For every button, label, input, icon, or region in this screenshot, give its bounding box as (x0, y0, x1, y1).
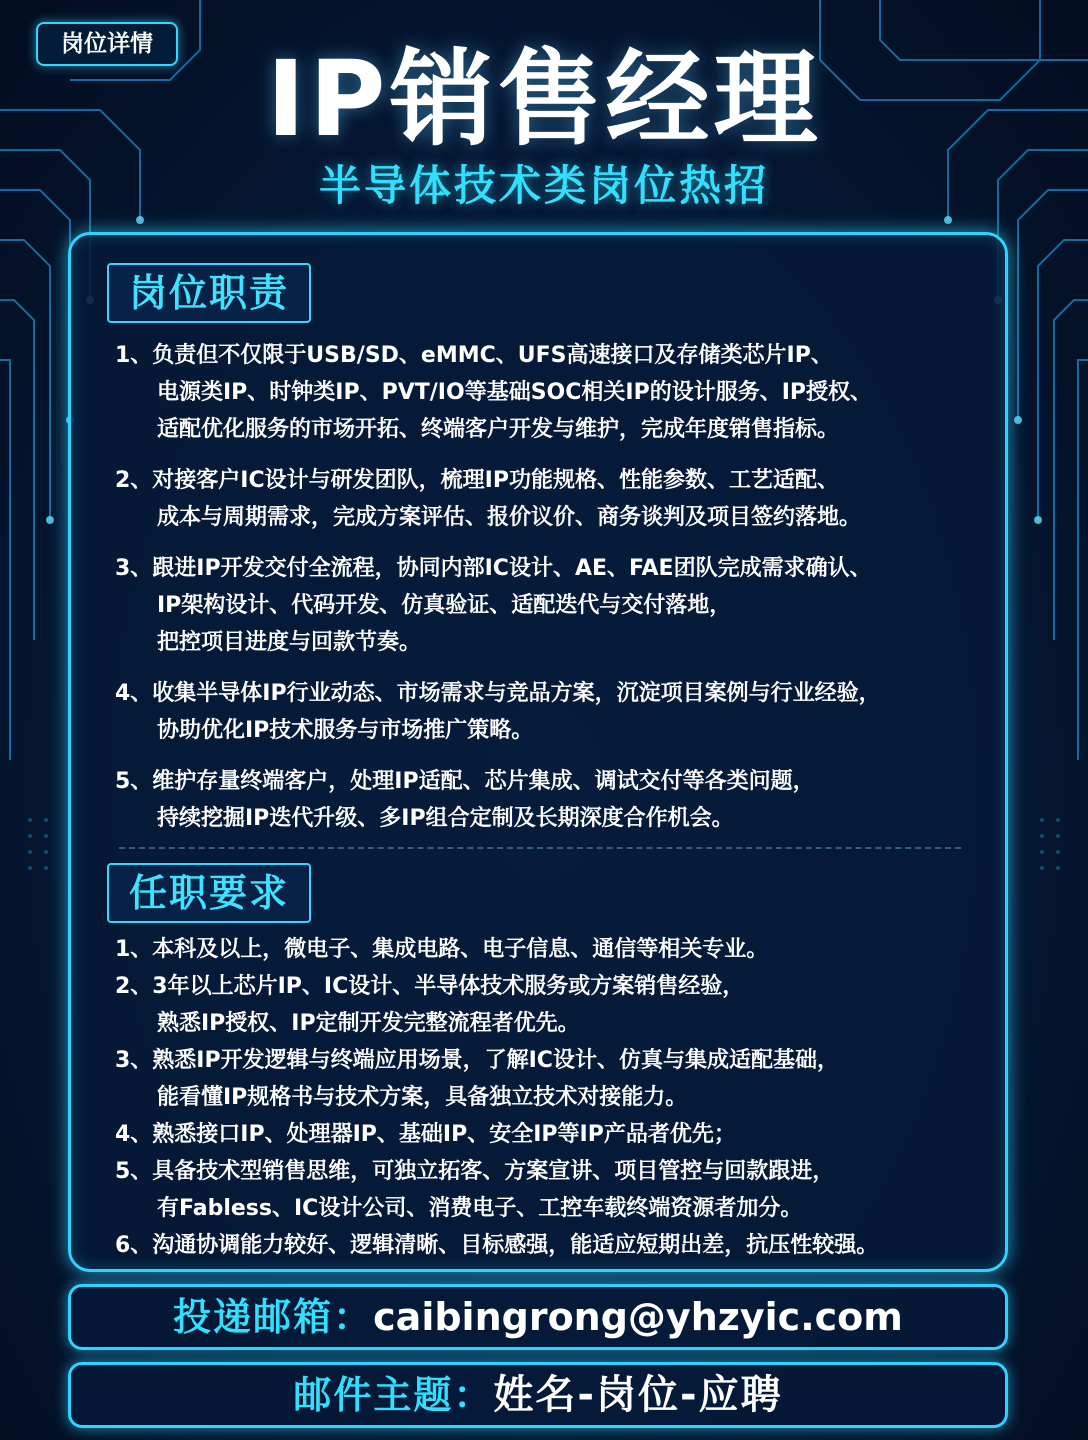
section-divider (119, 847, 961, 849)
list-item (115, 968, 985, 1042)
list-item (115, 1227, 985, 1264)
subject-bar (68, 1362, 1008, 1428)
list-item-line: 协助优化IP技术服务与市场推广策略。 (157, 718, 534, 743)
list-item-line: 持续挖掘IP迭代升级、多IP组合定制及长期深度合作机会。 (157, 806, 734, 831)
job-subtitle: 半导体技术类岗位热招 (318, 161, 769, 210)
list-item (115, 931, 985, 968)
list-item-line: 成本与周期需求，完成方案评估、报价议价、商务谈判及项目签约落地。 (157, 505, 862, 530)
list-item-line: 电源类IP、时钟类IP、PVT/IO等基础SOC相关IP的设计服务、IP授权、 (157, 380, 873, 405)
list-item-line: 把控项目进度与回款节奏。 (157, 630, 422, 655)
list-item-line: 3、跟进IP开发交付全流程，协同内部IC设计、AE、FAE团队完成需求确认、 (115, 556, 872, 581)
list-item-line: 1、本科及以上，微电子、集成电路、电子信息、通信等相关专业。 (115, 937, 769, 962)
job-info-card (68, 232, 1008, 1272)
list-item (115, 1153, 985, 1227)
list-item-line: 1、负责但不仅限于USB/SD、eMMC、UFS高速接口及存储类芯片IP、 (115, 343, 833, 368)
list-item-line: 能看懂IP规格书与技术方案，具备独立技术对接能力。 (157, 1085, 688, 1110)
list-item-line: 适配优化服务的市场开拓、终端客户开发与维护，完成年度销售指标。 (157, 417, 840, 442)
list-item (115, 337, 985, 448)
list-item (115, 763, 985, 837)
list-item (115, 550, 985, 661)
subject-label: 邮件主题： (293, 1373, 494, 1417)
job-detail-tag: 岗位详情 (36, 22, 178, 66)
email-bar (68, 1284, 1008, 1350)
list-item (115, 675, 985, 749)
list-item (115, 1116, 985, 1153)
email-label: 投递邮箱： (173, 1295, 374, 1339)
list-item-line: 5、维护存量终端客户，处理IP适配、芯片集成、调试交付等各类问题， (115, 769, 815, 794)
list-item (115, 1042, 985, 1116)
list-item-line: 5、具备技术型销售思维，可独立拓客、方案宣讲、项目管控与回款跟进， (115, 1159, 835, 1184)
list-item-line: 4、熟悉接口IP、处理器IP、基础IP、安全IP等IP产品者优先； (115, 1122, 736, 1147)
requirements-heading: 任职要求 (107, 863, 311, 923)
duties-heading: 岗位职责 (107, 263, 311, 323)
duties-list (115, 337, 985, 851)
list-item-line: 2、3年以上芯片IP、IC设计、半导体技术服务或方案销售经验， (115, 974, 745, 999)
subject-format: 姓名-岗位-应聘 (493, 1372, 783, 1418)
list-item (115, 462, 985, 536)
list-item-line: 有Fabless、IC设计公司、消费电子、工控车载终端资源者加分。 (157, 1196, 803, 1221)
email-address[interactable]: caibingrong@yhzyic.com (373, 1295, 903, 1339)
list-item-line: 4、收集半导体IP行业动态、市场需求与竞品方案，沉淀项目案例与行业经验， (115, 681, 881, 706)
list-item-line: 3、熟悉IP开发逻辑与终端应用场景，了解IC设计、仿真与集成适配基础， (115, 1048, 839, 1073)
list-item-line: 熟悉IP授权、IP定制开发完整流程者优先。 (157, 1011, 580, 1036)
list-item-line: IP架构设计、代码开发、仿真验证、适配迭代与交付落地， (157, 593, 732, 618)
job-title: IP销售经理 (266, 38, 822, 160)
list-item-line: 6、沟通协调能力较好、逻辑清晰、目标感强，能适应短期出差，抗压性较强。 (115, 1233, 879, 1258)
requirements-list (115, 931, 985, 1264)
list-item-line: 2、对接客户IC设计与研发团队，梳理IP功能规格、性能参数、工艺适配、 (115, 468, 839, 493)
